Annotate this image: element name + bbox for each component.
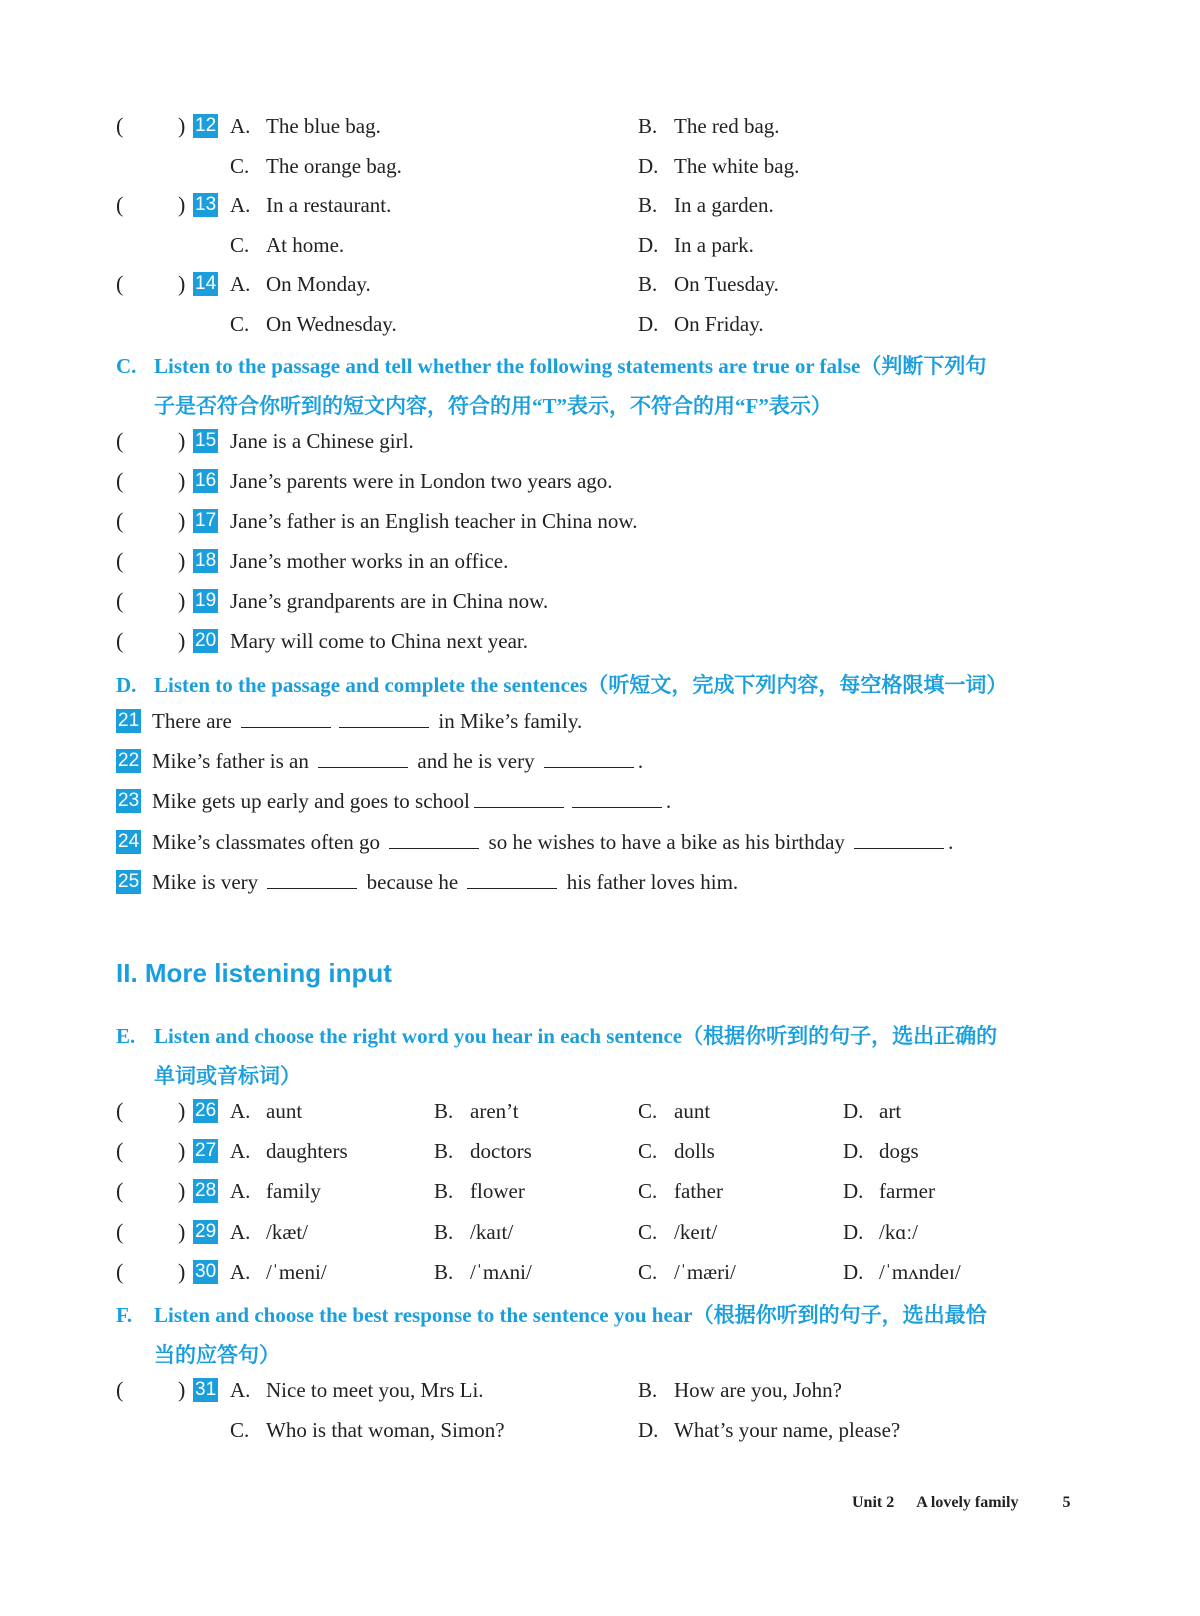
fill-row: [0, 745, 1200, 777]
answer-blank[interactable]: [474, 785, 564, 808]
sentence: Mike is very because he his father loves him.: [152, 866, 738, 898]
word-row: [0, 1135, 1200, 1167]
statement-text: Mary will come to China next year.: [230, 629, 529, 653]
question-number: 29: [195, 1221, 217, 1242]
section-f-heading: F. Listen and choose the best response to the sentence you hear（根据你听到的句子，选出最恰 当的应答句）: [116, 1303, 987, 1367]
fill-row: [0, 826, 1200, 858]
option-d: D. dogs: [843, 1139, 919, 1163]
option-a: A. daughters: [230, 1139, 348, 1163]
question-number: 21: [118, 710, 140, 731]
question-row-cont: [0, 229, 1200, 261]
answer-blank[interactable]: [467, 866, 557, 889]
option-b: B. In a garden.: [638, 193, 774, 217]
part-heading: II. More listening input: [116, 958, 392, 988]
answer-blank[interactable]: [241, 705, 331, 728]
answer-blank[interactable]: [267, 866, 357, 889]
answer-parentheses[interactable]: ( ): [116, 588, 186, 613]
option-d: D. The white bag.: [638, 154, 800, 178]
question-row-cont: [0, 150, 1200, 182]
question-row: [0, 110, 1200, 142]
answer-blank[interactable]: [854, 826, 944, 849]
option-d: D. What’s your name, please?: [638, 1418, 901, 1442]
word-row: [0, 1095, 1200, 1127]
unit-label: Unit 2: [852, 1494, 895, 1511]
page-footer: [852, 1494, 1070, 1512]
option-b: B. The red bag.: [638, 114, 780, 138]
answer-blank[interactable]: [318, 745, 408, 768]
answer-blank[interactable]: [572, 785, 662, 808]
question-number: 26: [195, 1100, 217, 1121]
option-c: C. At home.: [230, 233, 345, 257]
statement-text: Jane is a Chinese girl.: [230, 429, 414, 453]
answer-parentheses[interactable]: ( ): [116, 628, 186, 653]
sentence: Mike’s classmates often go so he wishes to have a bike as his birthday .: [152, 826, 953, 858]
answer-parentheses[interactable]: ( ): [116, 192, 186, 217]
question-number: 13: [195, 194, 217, 215]
answer-parentheses[interactable]: ( ): [116, 1219, 186, 1244]
tf-row: [0, 505, 1200, 537]
fill-row: [0, 866, 1200, 898]
question-row: [0, 189, 1200, 221]
section-e-heading: E. Listen and choose the right word you hear in each sentence（根据你听到的句子，选出正确的 单词或音标词）: [116, 1024, 998, 1088]
question-number: 25: [118, 871, 140, 892]
option-c: C. /ˈmæri/: [638, 1260, 736, 1284]
section-d-heading: D. Listen to the passage and complete the sentences（听短文，完成下列内容，每空格限填一词）: [116, 673, 1008, 697]
option-c: C. dolls: [638, 1139, 715, 1163]
word-row: [0, 1216, 1200, 1248]
fill-row: [0, 785, 1200, 817]
tf-row: [0, 625, 1200, 657]
answer-blank[interactable]: [339, 705, 429, 728]
question-number: 15: [195, 430, 217, 451]
answer-blank[interactable]: [544, 745, 634, 768]
question-row-cont: [0, 308, 1200, 340]
question-number: 27: [195, 1140, 217, 1161]
question-number: 17: [195, 510, 217, 531]
question-row: [0, 268, 1200, 300]
answer-parentheses[interactable]: ( ): [116, 113, 186, 138]
tf-row: [0, 585, 1200, 617]
option-d: D. In a park.: [638, 233, 754, 257]
sentence: Mike gets up early and goes to school .: [152, 785, 671, 817]
option-b: B. /ˈmʌni/: [434, 1260, 532, 1284]
answer-parentheses[interactable]: ( ): [116, 428, 186, 453]
answer-parentheses[interactable]: ( ): [116, 1377, 186, 1402]
answer-blank[interactable]: [389, 826, 479, 849]
statement-text: Jane’s grandparents are in China now.: [230, 589, 549, 613]
option-c: C. aunt: [638, 1099, 711, 1123]
question-number: 30: [195, 1261, 217, 1282]
question-number: 12: [195, 115, 217, 136]
option-b: B. doctors: [434, 1139, 532, 1163]
option-a: A. /kæt/: [230, 1220, 309, 1244]
tf-row: [0, 545, 1200, 577]
question-row: [0, 1374, 1200, 1406]
option-a: A. aunt: [230, 1099, 303, 1123]
answer-parentheses[interactable]: ( ): [116, 1138, 186, 1163]
option-b: B. aren’t: [434, 1099, 519, 1123]
option-d: D. farmer: [843, 1179, 935, 1203]
option-b: B. How are you, John?: [638, 1378, 842, 1402]
question-number: 31: [195, 1379, 217, 1400]
option-d: D. /kɑː/: [843, 1220, 918, 1244]
question-number: 28: [195, 1180, 217, 1201]
option-b: B. /kaɪt/: [434, 1220, 514, 1244]
tf-row: [0, 465, 1200, 497]
option-c: C. On Wednesday.: [230, 312, 397, 336]
option-d: D. On Friday.: [638, 312, 764, 336]
word-row: [0, 1256, 1200, 1288]
question-number: 23: [118, 790, 140, 811]
statement-text: Jane’s mother works in an office.: [230, 549, 509, 573]
question-row-cont: [0, 1414, 1200, 1446]
answer-parentheses[interactable]: ( ): [116, 271, 186, 296]
option-c: C. The orange bag.: [230, 154, 402, 178]
option-c: C. /keɪt/: [638, 1220, 718, 1244]
question-number: 14: [195, 273, 217, 294]
option-a: A. Nice to meet you, Mrs Li.: [230, 1378, 484, 1402]
option-c: C. Who is that woman, Simon?: [230, 1418, 505, 1442]
sentence: There are in Mike’s family.: [152, 705, 582, 737]
answer-parentheses[interactable]: ( ): [116, 508, 186, 533]
page-number: 5: [1062, 1494, 1071, 1511]
section-c-heading: C. Listen to the passage and tell whether the following statements are true or false（判断下列句 子是否符合你听到的短文内容，符合的用“T”表示，不符合的用“F”表示）: [116, 354, 987, 418]
option-d: D. /ˈmʌndeɪ/: [843, 1260, 961, 1284]
question-number: 20: [195, 630, 217, 651]
option-c: C. father: [638, 1179, 723, 1203]
answer-parentheses[interactable]: ( ): [116, 1098, 186, 1123]
statement-text: Jane’s parents were in London two years ago.: [230, 469, 613, 493]
question-number: 24: [118, 831, 140, 852]
question-number: 16: [195, 470, 217, 491]
sentence: Mike’s father is an and he is very .: [152, 745, 643, 777]
word-row: [0, 1175, 1200, 1207]
option-a: A. /ˈmeni/: [230, 1260, 327, 1284]
answer-parentheses[interactable]: ( ): [116, 1178, 186, 1203]
unit-title: A lovely family: [916, 1494, 1019, 1511]
answer-parentheses[interactable]: ( ): [116, 1259, 186, 1284]
option-b: B. On Tuesday.: [638, 272, 779, 296]
option-a: A. family: [230, 1179, 321, 1203]
tf-row: [0, 425, 1200, 457]
option-d: D. art: [843, 1099, 902, 1123]
option-b: B. flower: [434, 1179, 525, 1203]
question-number: 19: [195, 590, 217, 611]
answer-parentheses[interactable]: ( ): [116, 468, 186, 493]
option-a: A. On Monday.: [230, 272, 371, 296]
option-a: A. In a restaurant.: [230, 193, 392, 217]
statement-text: Jane’s father is an English teacher in China now.: [230, 509, 638, 533]
fill-row: [0, 705, 1200, 737]
question-number: 22: [118, 750, 140, 771]
answer-parentheses[interactable]: ( ): [116, 548, 186, 573]
option-a: A. The blue bag.: [230, 114, 381, 138]
question-number: 18: [195, 550, 217, 571]
